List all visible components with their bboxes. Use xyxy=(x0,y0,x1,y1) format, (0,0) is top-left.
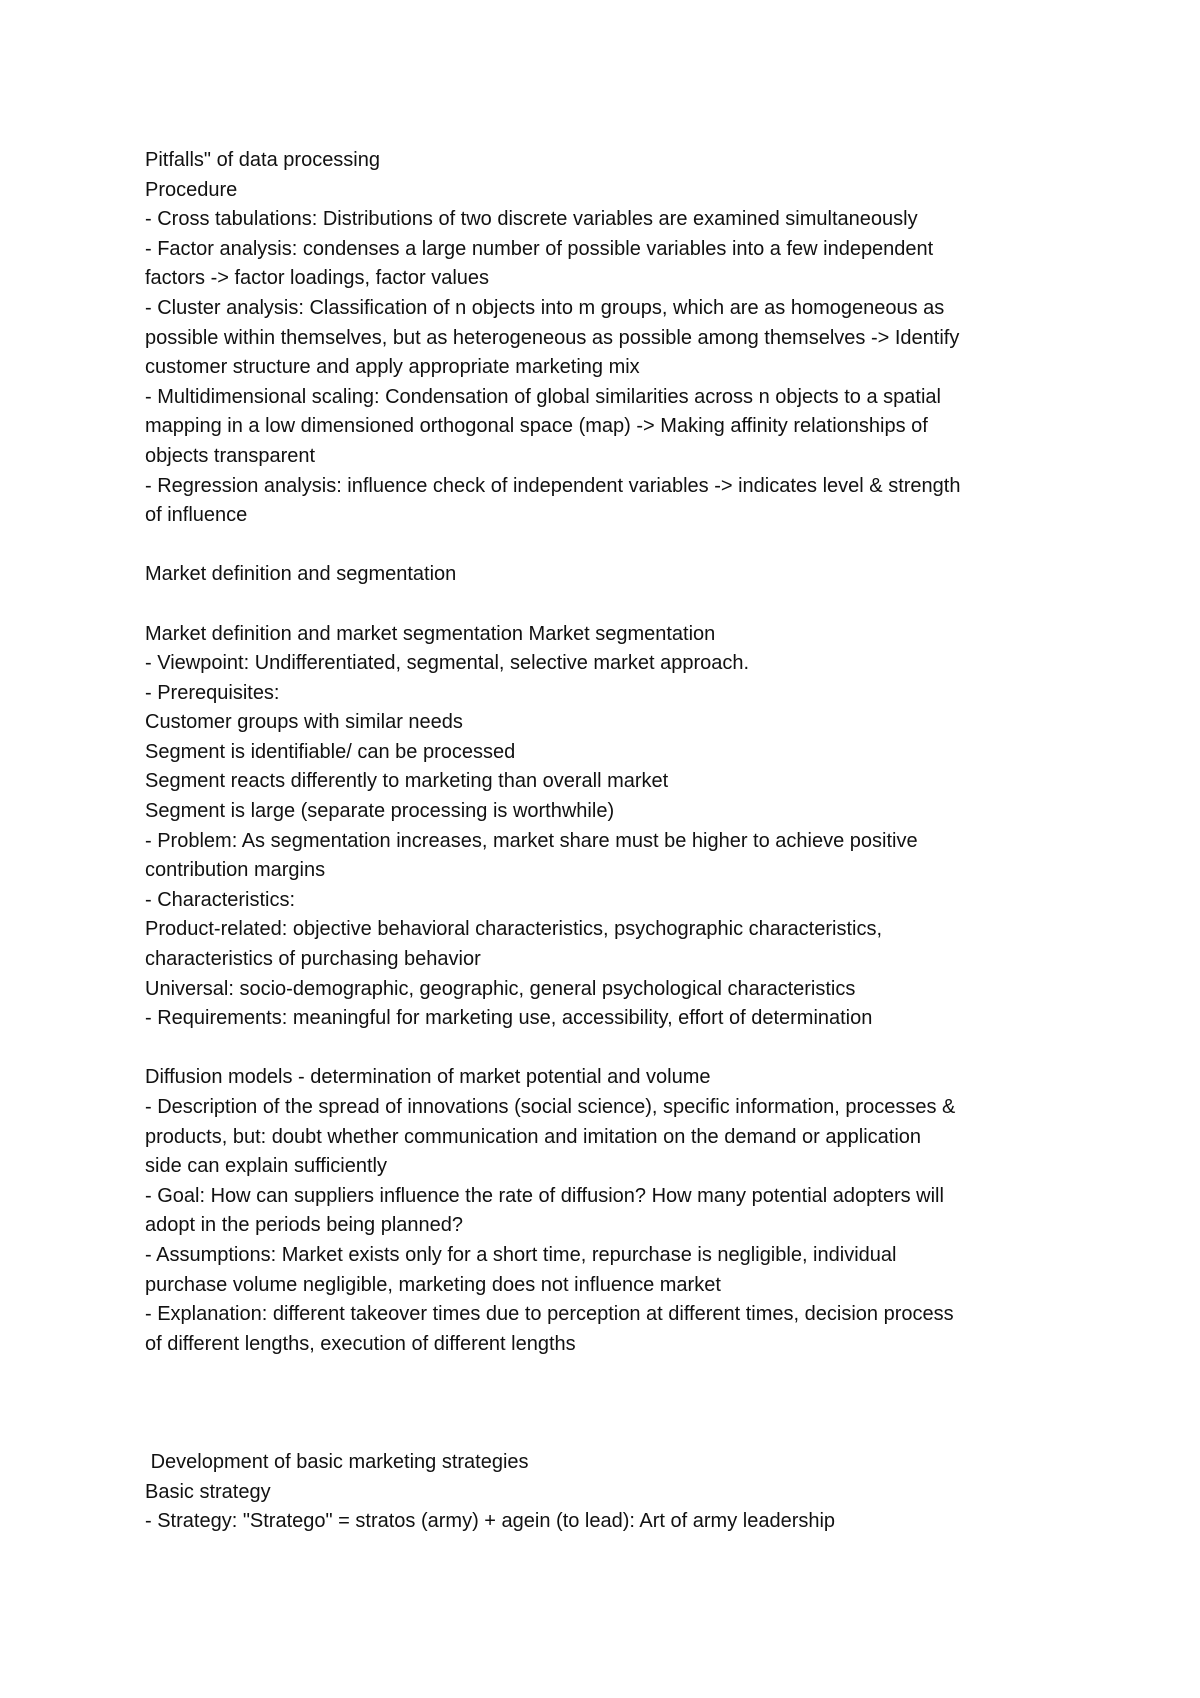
text-line: - Viewpoint: Undifferentiated, segmental, selective market approach. xyxy=(145,652,750,675)
text-line: characteristics of purchasing behavior xyxy=(145,948,481,971)
text-line: possible within themselves, but as heterogeneous as possible among themselves -> Identify xyxy=(145,326,960,349)
text-line: - Cross tabulations: Distributions of two discrete variables are examined simultaneously xyxy=(145,208,918,231)
paragraph-spacer xyxy=(145,1359,1065,1448)
paragraph-spacer xyxy=(145,1034,1065,1064)
text-line: Segment is large (separate processing is worthwhile) xyxy=(145,800,615,823)
paragraph-spacer xyxy=(145,590,1065,620)
text-line: side can explain sufficiently xyxy=(145,1155,387,1178)
subheading: Basic strategy xyxy=(145,1480,271,1503)
document-body xyxy=(145,146,1065,1537)
text-line: - Requirements: meaningful for marketing use, accessibility, effort of determination xyxy=(145,1007,873,1030)
text-line: Segment is identifiable/ can be processed xyxy=(145,740,516,763)
section-heading: Diffusion models - determination of market potential and volume xyxy=(145,1066,711,1089)
text-line: - Cluster analysis: Classification of n objects into m groups, which are as homogeneous as xyxy=(145,296,945,319)
text-line: mapping in a low dimensioned orthogonal space (map) -> Making affinity relationships of xyxy=(145,415,928,438)
subheading: Market definition and market segmentation Market segmentation xyxy=(145,622,716,645)
text-line: - Characteristics: xyxy=(145,888,296,911)
text-line: - Goal: How can suppliers influence the rate of diffusion? How many potential adopters will xyxy=(145,1184,944,1207)
text-line: - Problem: As segmentation increases, market share must be higher to achieve positive xyxy=(145,829,918,852)
text-line: - Multidimensional scaling: Condensation of global similarities across n objects to a spatial xyxy=(145,385,941,408)
text-line: purchase volume negligible, marketing does not influence market xyxy=(145,1273,721,1296)
text-line: - Factor analysis: condenses a large number of possible variables into a few independent xyxy=(145,237,934,260)
section-heading: Development of basic marketing strategies xyxy=(145,1451,529,1474)
text-line: Universal: socio-demographic, geographic, general psychological characteristics xyxy=(145,977,856,1000)
text-line: products, but: doubt whether communication and imitation on the demand or application xyxy=(145,1125,922,1148)
text-line: customer structure and apply appropriate marketing mix xyxy=(145,356,640,379)
subheading: Procedure xyxy=(145,178,238,201)
section-heading: Market definition and segmentation xyxy=(145,563,457,586)
text-line: Segment reacts differently to marketing than overall market xyxy=(145,770,669,793)
text-line: - Explanation: different takeover times due to perception at different times, decision process xyxy=(145,1303,954,1326)
text-line: - Strategy: "Stratego" = stratos (army) + agein (to lead): Art of army leadership xyxy=(145,1510,836,1533)
text-line: of influence xyxy=(145,504,248,527)
text-line: contribution margins xyxy=(145,859,326,882)
text-line: adopt in the periods being planned? xyxy=(145,1214,464,1237)
paragraph-spacer xyxy=(145,531,1065,561)
text-line: Customer groups with similar needs xyxy=(145,711,463,734)
text-line: of different lengths, execution of different lengths xyxy=(145,1332,576,1355)
text-line: Product-related: objective behavioral characteristics, psychographic characteristics, xyxy=(145,918,883,941)
text-line: objects transparent xyxy=(145,444,316,467)
section-heading: Pitfalls" of data processing xyxy=(145,149,380,171)
text-line: - Prerequisites: xyxy=(145,681,280,704)
text-line: - Description of the spread of innovations (social science), specific information, processes & xyxy=(145,1096,956,1118)
text-line: - Assumptions: Market exists only for a short time, repurchase is negligible, individual xyxy=(145,1243,897,1266)
text-line: - Regression analysis: influence check of independent variables -> indicates level & strength xyxy=(145,474,961,497)
text-line: factors -> factor loadings, factor values xyxy=(145,267,490,290)
